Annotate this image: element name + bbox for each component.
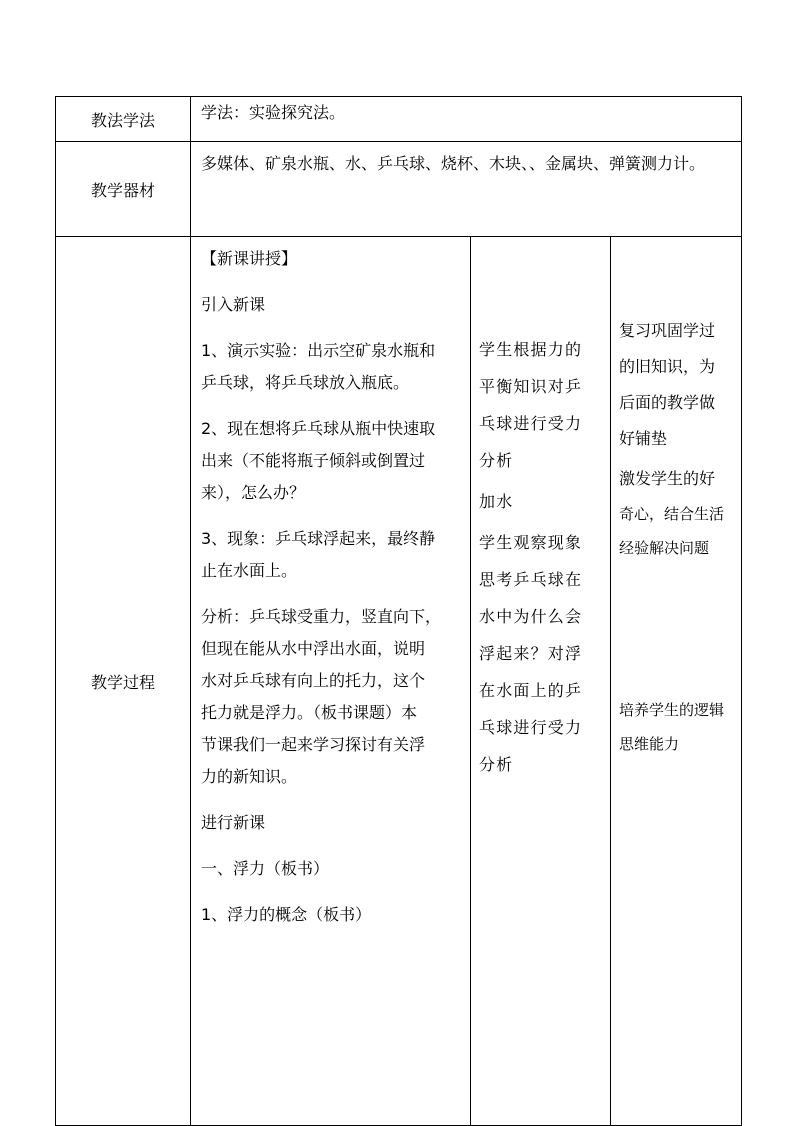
process-line: 止在水面上。 <box>201 561 298 580</box>
student-line: 乓球进行受力 <box>479 718 583 737</box>
process-line: 水对乒乓球有向上的托力，这个 <box>201 671 426 690</box>
student-line: 在水面上的乒 <box>479 681 583 700</box>
equipment-row <box>56 142 742 237</box>
intent-line: 好铺垫 <box>619 429 668 448</box>
process-line: 但现在能从水中浮出水面，说明 <box>201 639 426 658</box>
student-activity-cell <box>471 237 611 1126</box>
process-line: 分析：乒乓球受重力，竖直向下， <box>201 607 442 626</box>
equipment-text: 多媒体、矿泉水瓶、水、乒乓球、烧杯、木块、、金属块、弹簧测力计。 <box>191 142 742 237</box>
process-line: 2、现在想将乒乓球从瓶中快速取 <box>201 419 436 438</box>
process-line: 3、现象：乒乓球浮起来，最终静 <box>201 529 436 548</box>
process-line: 力的新知识。 <box>201 767 298 786</box>
process-line: 乒乓球，将乒乓球放入瓶底。 <box>201 373 410 392</box>
intent-line: 的旧知识，为 <box>619 357 716 376</box>
subheading-intro: 引入新课 <box>201 295 266 314</box>
student-line: 浮起来？对浮 <box>479 644 583 663</box>
student-line: 分析 <box>479 755 514 774</box>
process-line: 出来（不能将瓶子倾斜或倒置过 <box>201 451 426 470</box>
student-line: 加水 <box>479 492 514 511</box>
student-line: 思考乒乓球在 <box>479 570 583 589</box>
intent-line: 后面的教学做 <box>619 393 716 412</box>
process-label: 教学过程 <box>90 672 155 692</box>
method-row <box>56 97 742 142</box>
process-line: 托力就是浮力。（板书课题）本 <box>201 703 418 722</box>
student-line: 水中为什么会 <box>479 607 583 626</box>
intent-line: 复习巩固学过 <box>619 321 716 340</box>
process-label-cell <box>56 237 191 1126</box>
intent-line: 激发学生的好 <box>619 469 716 488</box>
intent-line: 经验解决问题 <box>619 539 710 557</box>
student-line: 学生观察现象 <box>479 533 583 552</box>
section-heading: 【新课讲授】 <box>201 249 298 268</box>
intent-line: 培养学生的逻辑 <box>619 701 725 719</box>
process-row <box>56 237 742 1126</box>
process-line: 来），怎么办？ <box>201 483 306 502</box>
student-line: 乓球进行受力 <box>479 414 583 433</box>
equipment-label: 教学器材 <box>90 180 155 200</box>
method-label-cell <box>56 97 191 142</box>
process-line: 节课我们一起来学习探讨有关浮 <box>201 735 426 754</box>
process-line: 一、浮力（板书） <box>201 859 330 878</box>
student-line: 平衡知识对乒 <box>479 377 583 396</box>
intent-line: 思维能力 <box>619 735 680 753</box>
teacher-activity-cell <box>191 237 471 1126</box>
student-line: 分析 <box>479 451 514 470</box>
intent-line: 奇心，结合生活 <box>619 505 725 523</box>
method-label: 教法学法 <box>90 110 155 130</box>
process-line: 1、演示实验：出示空矿泉水瓶和 <box>201 341 436 360</box>
design-intent-cell <box>611 237 742 1126</box>
equipment-label-cell <box>56 142 191 237</box>
subheading-new-lesson: 进行新课 <box>201 813 266 832</box>
method-text: 学法：实验探究法。 <box>191 97 742 142</box>
process-line: 1、浮力的概念（板书） <box>201 905 372 924</box>
lesson-plan-table <box>55 96 742 1126</box>
student-line: 学生根据力的 <box>479 340 583 359</box>
